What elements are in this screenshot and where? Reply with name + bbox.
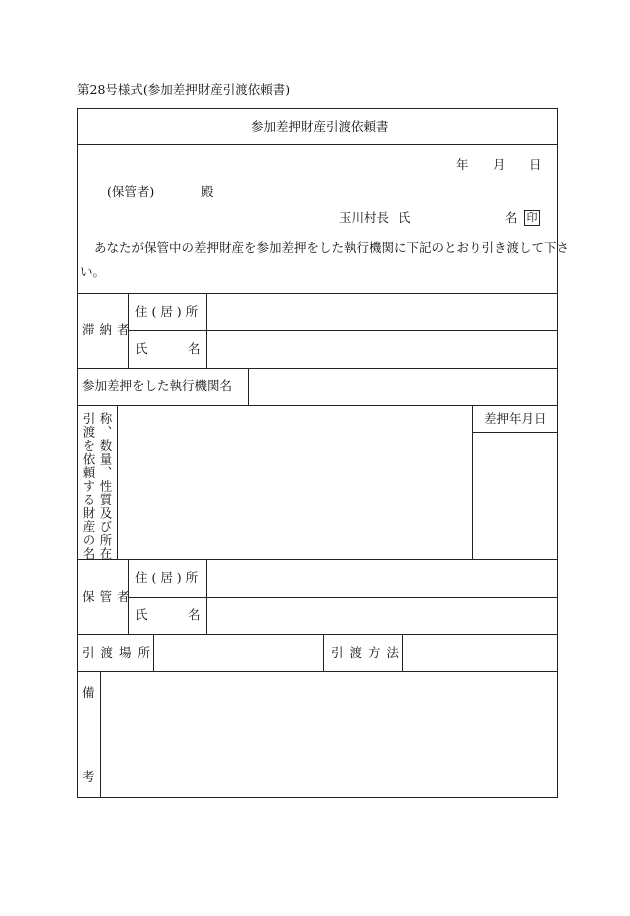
date-day-label: 日 bbox=[529, 157, 542, 172]
delinquent-name-label-2: 名 bbox=[188, 341, 201, 356]
date-month-label: 月 bbox=[493, 157, 506, 172]
delinquent-address-label: 住 ( 居 ) 所 bbox=[135, 304, 199, 319]
delinquent-label: 滞納者 bbox=[82, 322, 135, 337]
issuer-given-label: 名 bbox=[505, 210, 518, 225]
delivery-method-field[interactable] bbox=[403, 635, 556, 671]
execution-agency-label: 参加差押をした執行機関名 bbox=[82, 378, 233, 393]
custodian-label: 保管者 bbox=[82, 589, 135, 604]
delivery-place-field[interactable] bbox=[154, 635, 323, 671]
delivery-method-label: 引渡方法 bbox=[331, 645, 406, 660]
custodian-addressee: (保管者) bbox=[107, 184, 155, 199]
property-description-field[interactable] bbox=[118, 406, 472, 559]
issuer-surname-label: 氏 bbox=[398, 210, 411, 225]
remarks-label-2: 考 bbox=[82, 769, 95, 784]
custodian-address-label: 住 ( 居 ) 所 bbox=[135, 570, 199, 585]
seizure-date-field[interactable] bbox=[473, 433, 556, 559]
delivery-place-label: 引渡場所 bbox=[82, 645, 157, 660]
remarks-label-1: 備 bbox=[82, 685, 95, 700]
custodian-name-field[interactable] bbox=[207, 598, 556, 634]
body-text-line1: あなたが保管中の差押財産を参加差押をした執行機関に下記のとおり引き渡して下さ bbox=[94, 240, 570, 255]
delinquent-name-label-1: 氏 bbox=[135, 341, 148, 356]
execution-agency-field[interactable] bbox=[249, 369, 556, 405]
remarks-field[interactable] bbox=[101, 672, 556, 796]
divider bbox=[323, 634, 324, 671]
delinquent-address-field[interactable] bbox=[207, 294, 556, 330]
property-label-col1: 引渡を依頼する財産の名 bbox=[81, 412, 96, 561]
honorific: 殿 bbox=[201, 184, 214, 199]
date-year-label: 年 bbox=[456, 157, 469, 172]
custodian-address-field[interactable] bbox=[207, 560, 556, 597]
seal-mark: 印 bbox=[524, 210, 540, 226]
form-number: 第28号様式(参加差押財産引渡依頼書) bbox=[77, 82, 291, 97]
form-title: 参加差押財産引渡依頼書 bbox=[251, 119, 389, 134]
issuer-office: 玉川村長 bbox=[339, 210, 390, 225]
seizure-date-label: 差押年月日 bbox=[484, 411, 547, 426]
property-label-col2: 称、数量、性質及び所在 bbox=[98, 412, 113, 561]
delinquent-name-field[interactable] bbox=[207, 331, 556, 368]
body-text-line2: い。 bbox=[80, 264, 106, 279]
divider bbox=[77, 144, 557, 145]
custodian-name-label-2: 名 bbox=[188, 607, 201, 622]
custodian-name-label-1: 氏 bbox=[135, 607, 148, 622]
